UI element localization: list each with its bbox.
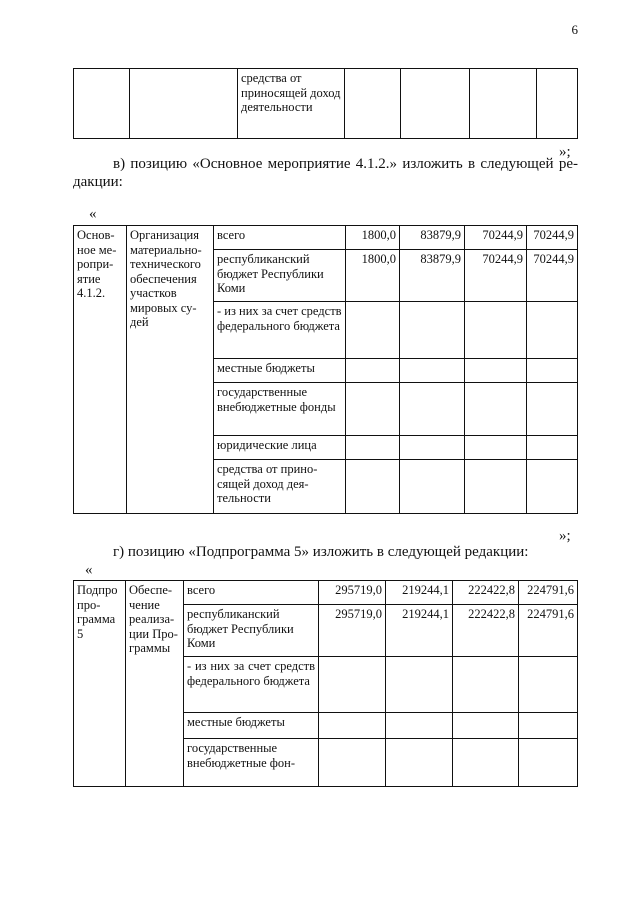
cell-value: 83879,9 bbox=[400, 250, 465, 302]
cell-value: 295719,0 bbox=[319, 605, 386, 657]
cell-value: 224791,6 bbox=[519, 581, 578, 605]
cell-value: 1800,0 bbox=[346, 250, 400, 302]
row-group-code: Подпро программа 5 bbox=[74, 581, 126, 787]
open-quote: « bbox=[85, 562, 93, 578]
cell-value: 222422,8 bbox=[453, 605, 519, 657]
close-quote: »; bbox=[559, 144, 571, 160]
row-label: - из них за счет средств федерального бюджета bbox=[184, 657, 319, 713]
table-subprogram-5 bbox=[73, 580, 578, 787]
table-measure-412 bbox=[73, 225, 578, 514]
cell-value: 224791,6 bbox=[519, 605, 578, 657]
row-label: государственные внебюджетные фонды bbox=[214, 383, 346, 436]
cell-value: 222422,8 bbox=[453, 581, 519, 605]
row-label: государственные внебюджетные фон- bbox=[184, 739, 319, 787]
table-row bbox=[74, 581, 578, 605]
row-label: всего bbox=[184, 581, 319, 605]
cell-value: 219244,1 bbox=[386, 605, 453, 657]
top-table bbox=[73, 68, 578, 139]
paragraph-v: в) позицию «Основное мероприятие 4.1.2.» изложить в следующей редакции: bbox=[73, 156, 578, 190]
row-label: - из них за счет средств федерального бюджета bbox=[214, 302, 346, 359]
page-number: 6 bbox=[571, 22, 578, 37]
row-label: местные бюджеты bbox=[214, 359, 346, 383]
cell-value: 70244,9 bbox=[527, 226, 578, 250]
row-label: юридические лица bbox=[214, 436, 346, 460]
cell-value: 70244,9 bbox=[465, 250, 527, 302]
cell-value: 1800,0 bbox=[346, 226, 400, 250]
row-label: местные бюджеты bbox=[184, 713, 319, 739]
row-group-code: Основное мероприятие 4.1.2. bbox=[74, 226, 127, 514]
row-label: республиканский бюджет Республики Коми bbox=[184, 605, 319, 657]
cell-value: 70244,9 bbox=[527, 250, 578, 302]
open-quote: « bbox=[89, 206, 97, 222]
row-label: всего bbox=[214, 226, 346, 250]
cell-value: 219244,1 bbox=[386, 581, 453, 605]
cell-value: 70244,9 bbox=[465, 226, 527, 250]
close-quote: »; bbox=[559, 528, 571, 544]
cell-value: 83879,9 bbox=[400, 226, 465, 250]
row-group-title: Организация материально-технического обеспечения участков мировых судей bbox=[127, 226, 214, 514]
row-label: средства от приносящей доход деятельности bbox=[214, 460, 346, 514]
row-label: республиканский бюджет Республики Коми bbox=[214, 250, 346, 302]
top-table-row-label: средства от приносящей доход деятельности bbox=[238, 69, 345, 139]
table-row bbox=[74, 226, 578, 250]
row-group-title: Обеспечение реализации Программы bbox=[126, 581, 184, 787]
cell-value: 295719,0 bbox=[319, 581, 386, 605]
paragraph-g: г) позицию «Подпрограмма 5» изложить в следующей редакции: bbox=[113, 544, 529, 560]
